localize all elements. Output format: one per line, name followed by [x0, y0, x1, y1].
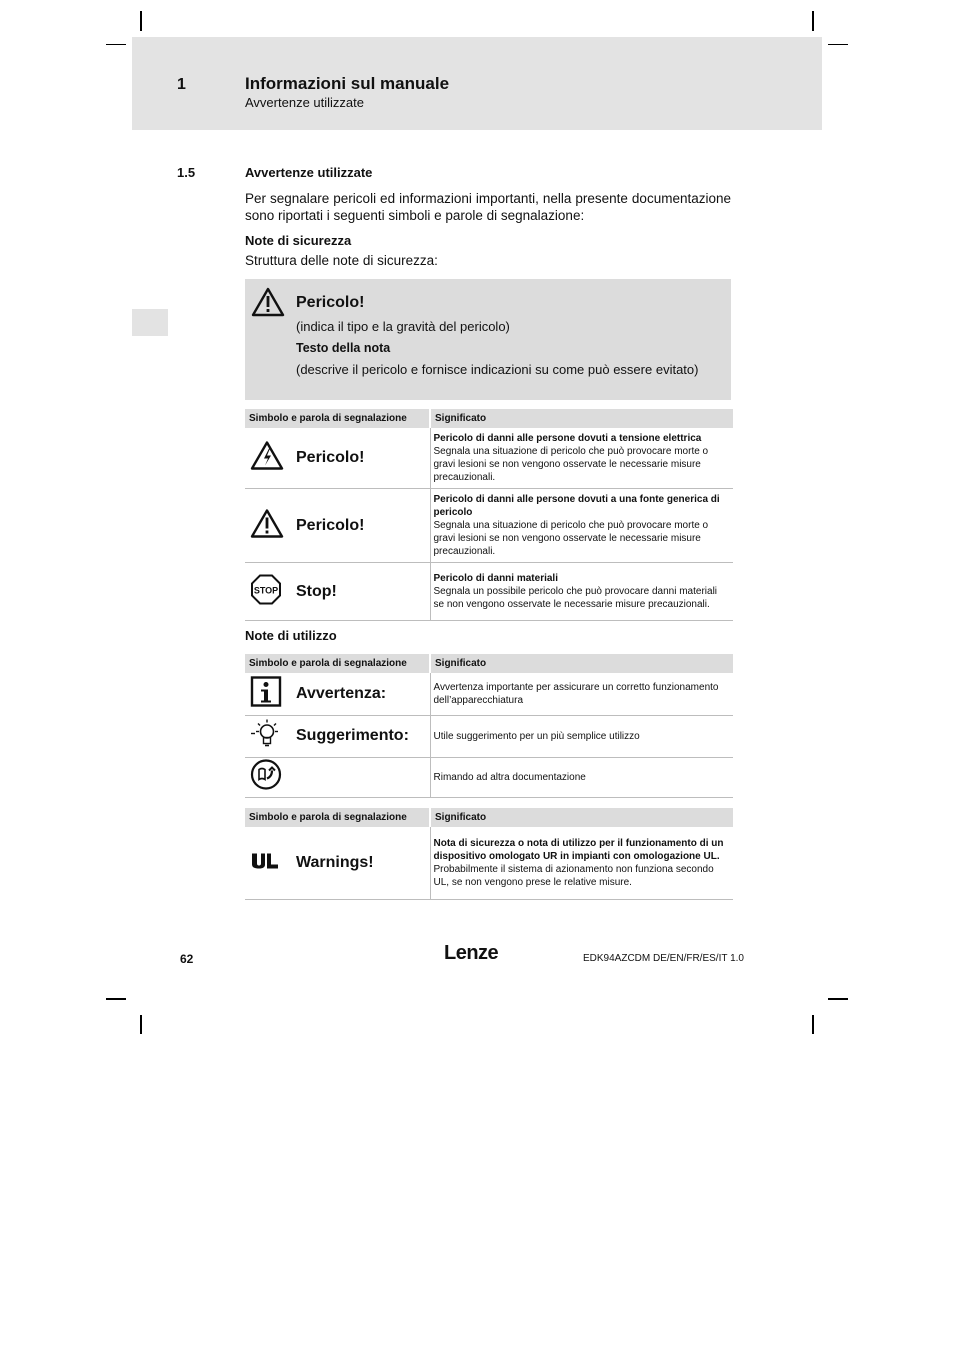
column-header: Significato: [430, 654, 733, 673]
lightbulb-icon: [250, 718, 284, 755]
signal-word: Pericolo!: [296, 449, 365, 466]
document-reference: EDK94AZCDM DE/EN/FR/ES/IT 1.0: [583, 953, 744, 964]
section-title: Avvertenze utilizzate: [245, 165, 373, 180]
intro-paragraph: Per segnalare pericoli ed informazioni importanti, nella presente documentazione sono riportati i seguenti simboli e parole di segnalazione:: [245, 191, 731, 223]
table-row: [245, 563, 733, 621]
safety-signal-table: [245, 409, 733, 621]
example-line-text-label: Testo della nota: [296, 341, 391, 355]
ul-signal-table: [245, 808, 733, 900]
general-hazard-icon: [250, 508, 284, 543]
meaning-text: Segnala un possibile pericolo che può provocare danni materiali se non vengono osservate le necessarie misure precauzionali.: [433, 586, 718, 610]
crop-mark: [828, 44, 848, 45]
table-row: [245, 715, 733, 757]
column-header: Significato: [430, 409, 733, 428]
crop-mark: [106, 44, 126, 45]
meaning-title: Pericolo di danni alle persone dovuti a una fonte generica di pericolo: [433, 494, 720, 518]
table-row: [245, 757, 733, 797]
table-row: [245, 673, 733, 715]
meaning-text: Segnala una situazione di pericolo che può provocare morte o gravi lesioni se non vengono osservate le necessarie misure precauzionali.: [433, 520, 709, 557]
signal-word: Stop!: [296, 582, 337, 600]
side-tab-marker: [132, 309, 168, 336]
ul-mark-icon: [250, 850, 280, 875]
meaning-text: Probabilmente il sistema di azionamento non funziona secondo UL, se non vengono prese le relative misure.: [433, 863, 714, 888]
column-header: Significato: [430, 808, 733, 827]
column-header: Simbolo e parola di segnalazione: [245, 808, 430, 827]
crop-mark: [812, 1015, 814, 1034]
crop-mark: [140, 11, 142, 31]
table-row: [245, 428, 733, 489]
signal-word: Suggerimento:: [296, 727, 409, 744]
signal-word: Pericolo!: [296, 516, 365, 534]
meaning-text: Avvertenza importante per assicurare un corretto funzionamento dell’apparecchiatura: [433, 681, 719, 706]
example-signal-word: Pericolo!: [296, 294, 365, 311]
crop-mark: [812, 11, 814, 31]
svg-text:STOP: STOP: [253, 585, 279, 595]
chapter-title: Informazioni sul manuale: [245, 74, 450, 93]
stop-icon: [250, 573, 282, 610]
signal-word: Warnings!: [296, 853, 374, 871]
safety-note-example: [245, 279, 731, 400]
warning-triangle-icon: [251, 287, 285, 322]
page-number: 62: [180, 952, 194, 966]
chapter-subtitle: Avvertenze utilizzate: [245, 95, 364, 110]
example-line-type: (indica il tipo e la gravità del pericolo): [296, 319, 510, 334]
example-line-description: (descrive il pericolo e fornisce indicazioni su come può essere evitato): [296, 362, 699, 377]
crop-mark: [106, 998, 126, 1000]
crop-mark: [140, 1015, 142, 1034]
crop-mark: [828, 998, 848, 1000]
electric-hazard-icon: [250, 441, 284, 476]
structure-label: Struttura delle note di sicurezza:: [245, 253, 438, 268]
signal-word: Avvertenza:: [296, 684, 387, 702]
chapter-number: 1: [177, 76, 186, 93]
meaning-text: Utile suggerimento per un più semplice utilizzo: [433, 730, 640, 742]
meaning-text: Segnala una situazione di pericolo che può provocare morte o gravi lesioni se non vengono osservate le necessarie misure precauzionali.: [433, 446, 709, 483]
usage-signal-table: [245, 654, 733, 798]
usage-notes-heading: Note di utilizzo: [245, 628, 337, 643]
meaning-text: Rimando ad altra documentazione: [433, 771, 586, 783]
lenze-logo: Lenze: [444, 942, 499, 964]
table-row: [245, 827, 733, 899]
section-number: 1.5: [177, 165, 196, 180]
meaning-title: Nota di sicurezza o nota di utilizzo per il funzionamento di un dispositivo omologato UR in impianti con omologazione UL.: [433, 837, 724, 862]
table-row: [245, 489, 733, 563]
info-icon: [250, 675, 282, 712]
meaning-title: Pericolo di danni materiali: [433, 573, 558, 584]
column-header: Simbolo e parola di segnalazione: [245, 409, 430, 428]
column-header: Simbolo e parola di segnalazione: [245, 654, 430, 673]
meaning-title: Pericolo di danni alle persone dovuti a tensione elettrica: [433, 433, 702, 444]
documentation-reference-icon: [250, 759, 282, 796]
safety-notes-heading: Note di sicurezza: [245, 233, 352, 248]
header-band: [132, 37, 822, 130]
